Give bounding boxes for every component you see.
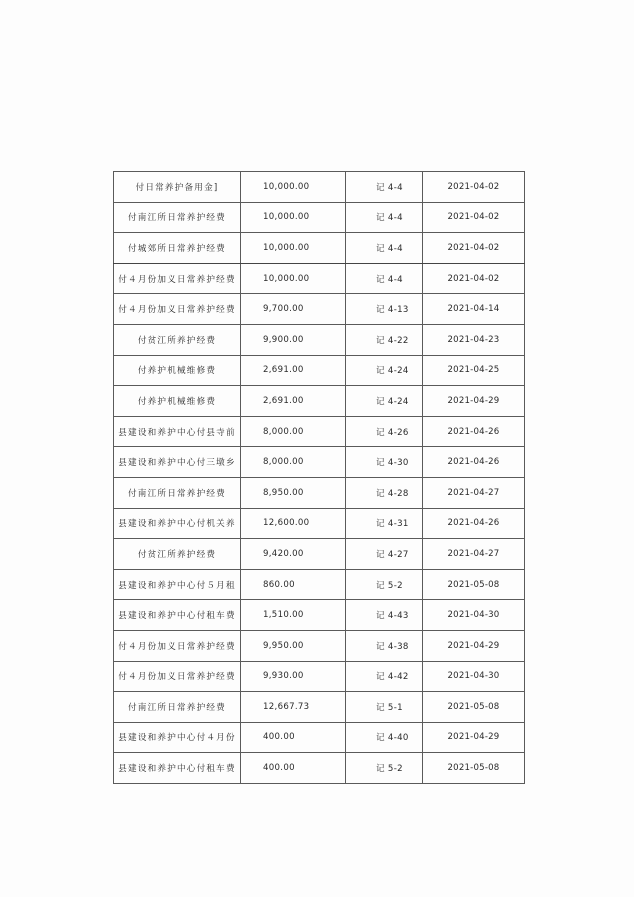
voucher-cell: 记 4-4 bbox=[346, 172, 423, 203]
description-cell: 付４月份加义日常养护经费 bbox=[114, 294, 241, 325]
voucher-cell: 记 4-30 bbox=[346, 447, 423, 478]
description-cell: 县建设和养护中心付租车费 bbox=[114, 600, 241, 631]
voucher-cell: 记 4-40 bbox=[346, 722, 423, 753]
description-cell: 付城郊所日常养护经费 bbox=[114, 233, 241, 264]
date-cell: 2021-04-25 bbox=[423, 355, 525, 386]
voucher-cell: 记 4-27 bbox=[346, 539, 423, 570]
table-row bbox=[114, 263, 525, 294]
date-cell: 2021-05-08 bbox=[423, 753, 525, 784]
date-cell: 2021-04-27 bbox=[423, 477, 525, 508]
voucher-cell: 记 4-4 bbox=[346, 233, 423, 264]
date-cell: 2021-04-02 bbox=[423, 172, 525, 203]
description-cell: 付４月份加义日常养护经费 bbox=[114, 630, 241, 661]
voucher-cell: 记 5-2 bbox=[346, 753, 423, 784]
table-row bbox=[114, 386, 525, 417]
table-row bbox=[114, 539, 525, 570]
amount-cell: 10,000.00 bbox=[241, 263, 346, 294]
table-row bbox=[114, 355, 525, 386]
description-cell: 付养护机械维修费 bbox=[114, 355, 241, 386]
amount-cell: 10,000.00 bbox=[241, 202, 346, 233]
amount-cell: 400.00 bbox=[241, 753, 346, 784]
table-row bbox=[114, 600, 525, 631]
voucher-cell: 记 4-22 bbox=[346, 324, 423, 355]
voucher-cell: 记 4-38 bbox=[346, 630, 423, 661]
description-cell: 付南江所日常养护经费 bbox=[114, 692, 241, 723]
voucher-cell: 记 4-43 bbox=[346, 600, 423, 631]
description-cell: 付贫江所养护经费 bbox=[114, 324, 241, 355]
voucher-cell: 记 4-13 bbox=[346, 294, 423, 325]
table-row bbox=[114, 692, 525, 723]
amount-cell: 12,600.00 bbox=[241, 508, 346, 539]
voucher-cell: 记 4-28 bbox=[346, 477, 423, 508]
date-cell: 2021-04-29 bbox=[423, 630, 525, 661]
table-row bbox=[114, 294, 525, 325]
voucher-cell: 记 4-31 bbox=[346, 508, 423, 539]
amount-cell: 9,700.00 bbox=[241, 294, 346, 325]
table-row bbox=[114, 447, 525, 478]
table-row bbox=[114, 661, 525, 692]
amount-cell: 400.00 bbox=[241, 722, 346, 753]
table-row bbox=[114, 324, 525, 355]
table-row bbox=[114, 477, 525, 508]
date-cell: 2021-04-14 bbox=[423, 294, 525, 325]
amount-cell: 9,420.00 bbox=[241, 539, 346, 570]
amount-cell: 9,930.00 bbox=[241, 661, 346, 692]
date-cell: 2021-04-30 bbox=[423, 661, 525, 692]
amount-cell: 10,000.00 bbox=[241, 172, 346, 203]
description-cell: 付日常养护备用金] bbox=[114, 172, 241, 203]
date-cell: 2021-04-23 bbox=[423, 324, 525, 355]
voucher-cell: 记 5-2 bbox=[346, 569, 423, 600]
date-cell: 2021-05-08 bbox=[423, 692, 525, 723]
date-cell: 2021-04-26 bbox=[423, 416, 525, 447]
description-cell: 付贫江所养护经费 bbox=[114, 539, 241, 570]
amount-cell: 8,950.00 bbox=[241, 477, 346, 508]
table-row bbox=[114, 233, 525, 264]
amount-cell: 8,000.00 bbox=[241, 447, 346, 478]
description-cell: 付南江所日常养护经费 bbox=[114, 477, 241, 508]
table-row bbox=[114, 569, 525, 600]
voucher-cell: 记 4-4 bbox=[346, 263, 423, 294]
date-cell: 2021-04-26 bbox=[423, 447, 525, 478]
amount-cell: 1,510.00 bbox=[241, 600, 346, 631]
table-row bbox=[114, 722, 525, 753]
date-cell: 2021-04-29 bbox=[423, 386, 525, 417]
table-row bbox=[114, 202, 525, 233]
date-cell: 2021-05-08 bbox=[423, 569, 525, 600]
date-cell: 2021-04-02 bbox=[423, 202, 525, 233]
voucher-cell: 记 4-42 bbox=[346, 661, 423, 692]
amount-cell: 860.00 bbox=[241, 569, 346, 600]
description-cell: 付４月份加义日常养护经费 bbox=[114, 263, 241, 294]
amount-cell: 8,000.00 bbox=[241, 416, 346, 447]
description-cell: 县建设和养护中心付４月份 bbox=[114, 722, 241, 753]
description-cell: 付南江所日常养护经费 bbox=[114, 202, 241, 233]
description-cell: 县建设和养护中心付机关养 bbox=[114, 508, 241, 539]
table-row bbox=[114, 508, 525, 539]
date-cell: 2021-04-02 bbox=[423, 263, 525, 294]
table-row bbox=[114, 753, 525, 784]
amount-cell: 9,900.00 bbox=[241, 324, 346, 355]
voucher-cell: 记 5-1 bbox=[346, 692, 423, 723]
expense-ledger-table bbox=[113, 171, 525, 784]
amount-cell: 2,691.00 bbox=[241, 386, 346, 417]
voucher-cell: 记 4-24 bbox=[346, 355, 423, 386]
description-cell: 付养护机械维修费 bbox=[114, 386, 241, 417]
date-cell: 2021-04-29 bbox=[423, 722, 525, 753]
table-row bbox=[114, 416, 525, 447]
amount-cell: 2,691.00 bbox=[241, 355, 346, 386]
date-cell: 2021-04-30 bbox=[423, 600, 525, 631]
date-cell: 2021-04-02 bbox=[423, 233, 525, 264]
voucher-cell: 记 4-4 bbox=[346, 202, 423, 233]
table-row bbox=[114, 630, 525, 661]
amount-cell: 9,950.00 bbox=[241, 630, 346, 661]
description-cell: 县建设和养护中心付县寺前 bbox=[114, 416, 241, 447]
date-cell: 2021-04-26 bbox=[423, 508, 525, 539]
description-cell: 付４月份加义日常养护经费 bbox=[114, 661, 241, 692]
date-cell: 2021-04-27 bbox=[423, 539, 525, 570]
amount-cell: 10,000.00 bbox=[241, 233, 346, 264]
description-cell: 县建设和养护中心付租车费 bbox=[114, 753, 241, 784]
table-row bbox=[114, 172, 525, 203]
amount-cell: 12,667.73 bbox=[241, 692, 346, 723]
description-cell: 县建设和养护中心付５月租 bbox=[114, 569, 241, 600]
voucher-cell: 记 4-24 bbox=[346, 386, 423, 417]
description-cell: 县建设和养护中心付三墩乡 bbox=[114, 447, 241, 478]
voucher-cell: 记 4-26 bbox=[346, 416, 423, 447]
